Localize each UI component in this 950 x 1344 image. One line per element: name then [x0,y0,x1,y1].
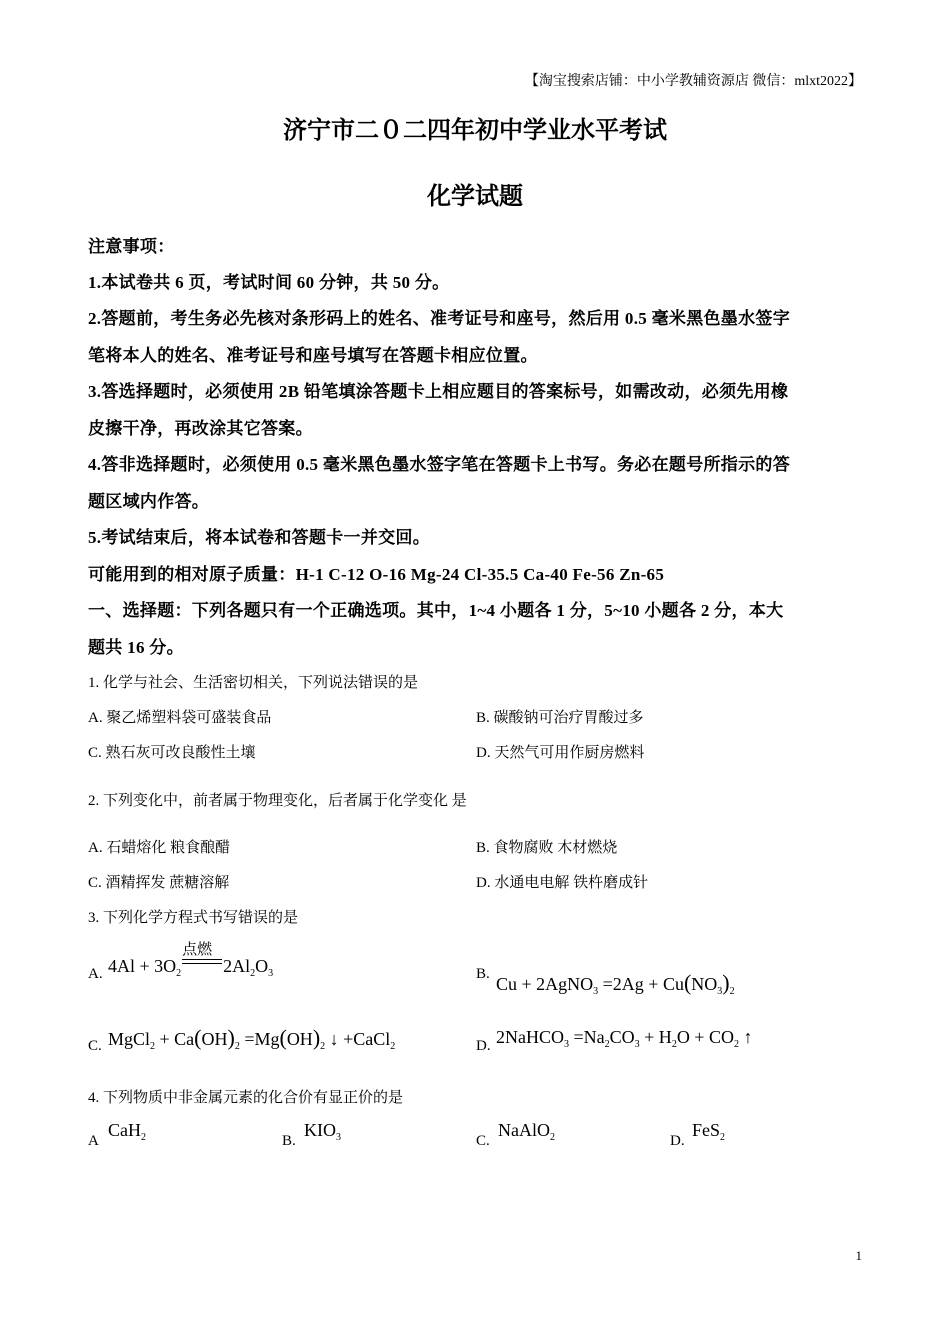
q4-formula-a: CaH$_2$ [108,1120,146,1143]
q3-equation-d: 2NaHCO$_3$ $=Na_2CO_3 + H_2O + CO_2$ ↑ [496,1027,753,1050]
atomic-masses: 可能用到的相对原子质量：H-1 C-12 O-16 Mg-24 Cl-35.5 Ca-40 Fe-56 Zn-65 [88,565,665,584]
q2-option-d: D. 水通电电解 铁杵磨成针 [476,875,649,891]
q4-option-a-label: A [88,1133,99,1149]
q3-condition-label: 点燃 [182,940,213,958]
q4-option-c-label: C. [476,1133,490,1149]
q4-formula-b: $KIO_3$ [304,1120,341,1143]
note-2b: 笔将本人的姓名、准考证号和座号填写在答题卡相应位置。 [88,346,538,365]
q4-option-b-label: B. [282,1133,296,1149]
q4-stem: 4. 下列物质中非金属元素的化合价有显正价的是 [88,1090,404,1106]
q3-equation-b: Cu + 2AgNO$_3$ $=2Ag + Cu(NO_3)_2$ [496,970,735,997]
q2-option-a: A. 石蜡熔化 粮食酿醋 [88,840,231,856]
page-number: 1 [855,1248,862,1263]
q3-equation-a: $4Al + 3O_2$ 点燃 $2Al_2O_3$ [108,940,274,979]
note-3a: 3.答选择题时，必须使用 2B 铅笔填涂答题卡上相应题目的答案标号，如需改动，必须先用橡 [88,382,789,401]
q2-option-c: C. 酒精挥发 蔗糖溶解 [88,875,230,891]
page-subtitle: 化学试题 [427,184,523,210]
q4-formula-c: NaAlO$_2$ [498,1120,555,1143]
q3-option-c-label: C. [88,1038,102,1054]
q3-equal-sign [182,959,222,964]
q3-stem: 3. 下列化学方程式书写错误的是 [88,910,299,926]
section-one-a: 一、选择题：下列各题只有一个正确选项。其中，1~4 小题各 1 分，5~10 小题各 2 分，本大 [88,601,784,620]
q2-option-b: B. 食物腐败 木材燃烧 [476,840,618,856]
note-5: 5.考试结束后，将本试卷和答题卡一并交回。 [88,528,431,547]
q1-option-b: B. 碳酸钠可治疗胃酸过多 [476,710,644,726]
q1-option-c: C. 熟石灰可改良酸性土壤 [88,745,256,761]
q1-stem: 1. 化学与社会、生活密切相关，下列说法错误的是 [88,675,419,691]
q4-formula-d: FeS$_2$ [692,1120,726,1143]
note-4b: 题区域内作答。 [88,492,210,511]
header-note: 【淘宝搜索店铺：中小学教辅资源店 微信：mlxt2022】 [524,74,862,89]
q2-stem: 2. 下列变化中，前者属于物理变化，后者属于化学变化 是 [88,793,467,809]
q3-option-d-label: D. [476,1038,491,1054]
note-1: 1.本试卷共 6 页，考试时间 60 分钟，共 50 分。 [88,273,450,292]
q1-option-a: A. 聚乙烯塑料袋可盛装食品 [88,710,272,726]
section-one-b: 题共 16 分。 [88,638,184,657]
note-4a: 4.答非选择题时，必须使用 0.5 毫米黑色墨水签字笔在答题卡上书写。务必在题号所指示的答 [88,455,790,474]
q1-option-d: D. 天然气可用作厨房燃料 [476,745,645,761]
q3-equation-c: MgCl$_2$ + $Ca(OH)_2 =Mg(OH)_2$ ↓ +CaCl$_2$ [108,1025,396,1052]
note-3b: 皮擦干净，再改涂其它答案。 [88,419,313,438]
q3-option-b-label: B. [476,966,490,982]
page-title: 济宁市二０二四年初中学业水平考试 [283,118,667,144]
notes-heading: 注意事项： [88,237,175,256]
note-2a: 2.答题前，考生务必先核对条形码上的姓名、准考证号和座号，然后用 0.5 毫米黑色墨水签字 [88,309,790,328]
q3-option-a-label: A. [88,966,103,982]
q4-option-d-label: D. [670,1133,685,1149]
